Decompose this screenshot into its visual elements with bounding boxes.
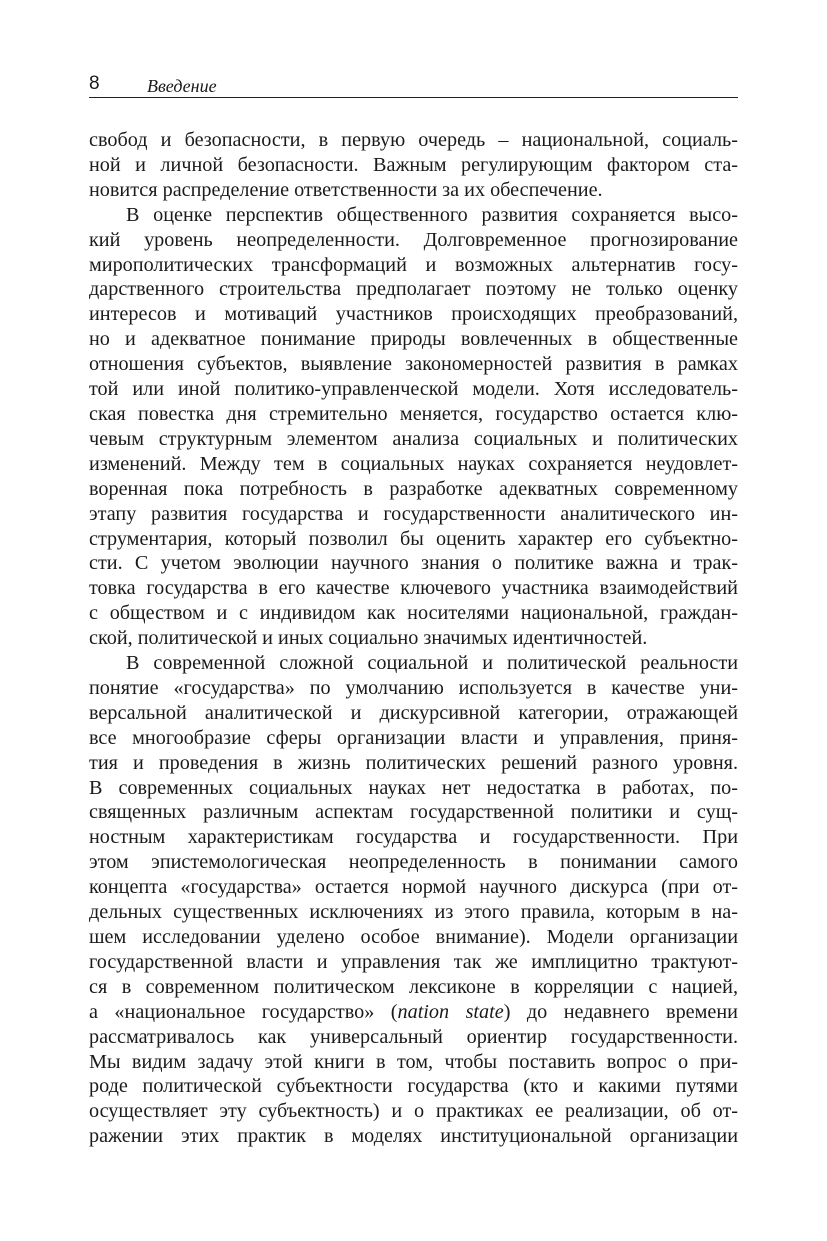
text-line: кий уровень неопределенности. Долговременное прогнозирование: [89, 228, 738, 251]
text-line: отношения субъектов, выявление закономерностей развития в рамках: [89, 353, 738, 376]
text-line: рассматривалось как универсальный ориентир государственности.: [89, 1025, 738, 1048]
text-line: осуществляет эту субъектность) и о практиках ее реализации, об от-: [89, 1100, 738, 1123]
running-head: Введение: [147, 76, 217, 96]
text-line: ская повестка дня стремительно меняется, государство остается клю-: [89, 402, 738, 425]
text-line: чевым структурным элементом анализа социальных и политических: [89, 427, 738, 450]
text-line: дарственного строительства предполагает поэтому не только оценку: [89, 278, 738, 301]
text-line: В оценке перспектив общественного развития сохраняется высо-: [126, 203, 738, 226]
page-header: [89, 71, 738, 98]
body-text: [89, 128, 738, 1149]
text-segment-italic: nation state: [397, 1000, 504, 1023]
text-line: понятие «государства» по умолчанию используется в качестве уни-: [89, 676, 738, 699]
text-segment: ) до недавнего времени: [503, 1000, 738, 1023]
text-line: ной и личной безопасности. Важным регулирующим фактором ста-: [89, 153, 738, 176]
text-line: роде политической субъектности государства (кто и какими путями: [89, 1075, 738, 1098]
text-line: ся в современном политическом лексиконе в корреляции с нацией,: [89, 975, 738, 998]
page-number: 8: [89, 73, 100, 94]
text-line: этом эпистемологическая неопределенность в понимании самого: [89, 851, 738, 874]
text-line: версальной аналитической и дискурсивной категории, отражающей: [89, 701, 738, 724]
text-line: В современных социальных науках нет недостатка в работах, по-: [89, 776, 738, 799]
text-line: священных различным аспектам государственной политики и сущ-: [89, 801, 738, 824]
text-line: Мы видим задачу этой книги в том, чтобы поставить вопрос о при-: [89, 1050, 738, 1073]
text-line: свобод и безопасности, в первую очередь – национальной, социаль-: [89, 129, 738, 151]
text-line: струментария, который позволил бы оценить характер его субъектно-: [89, 527, 738, 550]
text-line: ностным характеристикам государства и государственности. При: [89, 826, 738, 849]
text-line: шем исследовании уделено особое внимание). Модели организации: [89, 926, 738, 948]
text-line: тия и проведения в жизнь политических решений разного уровня.: [89, 751, 738, 774]
text-line: с обществом и с индивидом как носителями национальной, граждан-: [89, 602, 738, 625]
text-line: товка государства в его качестве ключевого участника взаимодействий: [89, 577, 738, 600]
text-line: концепта «государства» остается нормой научного дискурса (при от-: [89, 876, 738, 899]
text-line: новится распределение ответственности за их обеспечение.: [89, 178, 603, 201]
text-line: но и адекватное понимание природы вовлеченных в общественные: [89, 328, 738, 351]
text-line: все многообразие сферы организации власти и управления, приня-: [89, 726, 738, 749]
text-line: интересов и мотиваций участников происходящих преобразований,: [89, 303, 738, 326]
text-line: дельных существенных исключениях из этого правила, которым в на-: [89, 901, 738, 924]
text-line: ской, политической и иных социально значимых идентичностей.: [89, 627, 648, 650]
text-line-mixed: [89, 1000, 738, 1025]
text-line: миpoполитических трансформаций и возможных альтернатив госу-: [89, 253, 738, 276]
text-line: государственной власти и управления так же имплицитно трактуют-: [89, 950, 738, 973]
text-line: ражении этих практик в моделях институциональной организации: [89, 1125, 738, 1148]
text-line: сти. С учетом эволюции научного знания о политике важна и трак-: [89, 552, 738, 575]
text-line: изменений. Между тем в социальных науках сохраняется неудовлет-: [89, 452, 738, 475]
text-line: этапу развития государства и государственности аналитического ин-: [89, 502, 738, 525]
text-segment: а «национальное государство» (: [89, 1000, 398, 1023]
text-line: воренная пока потребность в разработке адекватных современному: [89, 477, 738, 500]
text-line: В современной сложной социальной и политической реальности: [126, 652, 738, 675]
text-line: той или иной политико-управленческой модели. Хотя исследователь-: [89, 378, 738, 401]
